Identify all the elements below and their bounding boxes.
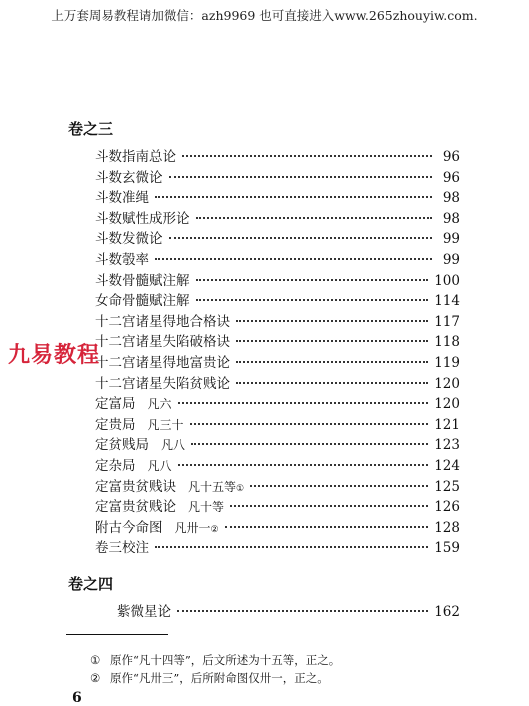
- toc-entry: [95, 227, 460, 247]
- toc-entry-title: 斗数指南总论: [95, 149, 176, 165]
- footnote-text: 原作“凡卅三”，后所附命图仅卅一，正之。: [110, 671, 329, 685]
- toc-entry-title: 定贫贱局: [95, 437, 149, 454]
- toc-entry-page: 124: [434, 458, 460, 474]
- toc-entry-title: 卷三校注: [95, 540, 149, 557]
- toc-entry-page: 125: [434, 478, 460, 495]
- footnote-text: 原作“凡十四等”，后文所述为十五等，正之。: [110, 653, 341, 667]
- dot-leader: [191, 443, 428, 445]
- dot-leader: [196, 217, 433, 219]
- toc-entry-title: 紫微星论: [117, 604, 171, 620]
- toc-entry-title: 定富局: [95, 396, 136, 413]
- toc-entry-page: 98: [442, 190, 460, 207]
- page-number: 6: [72, 690, 82, 706]
- toc-entry-page: 96: [442, 149, 460, 165]
- dot-leader: [236, 340, 428, 342]
- toc-entry-title: 附古今命图: [95, 519, 163, 536]
- toc-entry: [95, 248, 460, 268]
- section-title-vol4: 卷之四: [68, 575, 114, 593]
- toc-entry-page: 99: [442, 252, 460, 268]
- toc-entry-count: 凡三十: [147, 417, 184, 432]
- dot-leader: [236, 361, 428, 363]
- toc-entry-count: 凡八: [147, 459, 172, 473]
- toc-entry: [95, 372, 460, 392]
- toc-entry: [95, 413, 460, 433]
- dot-leader: [155, 196, 432, 198]
- toc-entry-title: 斗数骨髓赋注解: [95, 272, 190, 289]
- toc-entry-page: 121: [434, 416, 460, 433]
- toc-entry-page: 99: [442, 231, 460, 248]
- toc-entry-title: 斗数彀率: [95, 252, 149, 268]
- toc-entry-page: 100: [434, 272, 460, 289]
- footnote-divider: [66, 634, 168, 635]
- toc-entry-title: 斗数准绳: [95, 190, 149, 207]
- toc-entry-title: 定贵局: [95, 416, 136, 433]
- dot-leader: [236, 382, 428, 384]
- footnote-mark: ①: [90, 653, 101, 667]
- footnote-1: [90, 652, 340, 668]
- toc-entry: [95, 145, 460, 165]
- toc-entry-title: 定杂局: [95, 458, 136, 474]
- footnote-ref: ①: [236, 483, 245, 494]
- toc-entry-page: 118: [434, 334, 460, 351]
- toc-entry-title: 十二宫诸星得地合格诀: [95, 313, 230, 330]
- dot-leader: [225, 526, 429, 528]
- toc-entry-title: 十二宫诸星得地富贵论: [95, 355, 230, 371]
- toc-entry: [95, 269, 460, 289]
- dot-leader: [230, 505, 428, 507]
- footnote-2: [90, 670, 329, 686]
- toc-entry-count: 凡八: [161, 438, 186, 453]
- toc-entry-count: 凡六: [147, 397, 172, 412]
- section-title-vol3: 卷之三: [68, 120, 114, 138]
- toc-entry: [95, 475, 460, 495]
- toc-entry-page: 126: [434, 499, 460, 516]
- toc-entry: [95, 351, 460, 371]
- toc-entry-page: 123: [434, 437, 460, 454]
- watermark-logo: 九易教程: [8, 343, 101, 368]
- toc-entry-title: 十二宫诸星失陷破格诀: [95, 334, 230, 351]
- dot-leader: [182, 155, 432, 157]
- toc-entry-page: 114: [434, 293, 460, 310]
- toc-entry: [117, 600, 460, 620]
- footnote-ref: ②: [210, 524, 219, 535]
- toc-entry-page: 159: [434, 540, 460, 557]
- dot-leader: [190, 423, 429, 425]
- toc-entry: [95, 536, 460, 556]
- toc-entry: [95, 433, 460, 453]
- toc-entry-page: 162: [434, 604, 460, 620]
- toc-entry-count: 凡十等: [188, 500, 225, 515]
- toc-entry-page: 120: [434, 375, 460, 392]
- toc-entry-title: 定富贵贫贱诀: [95, 478, 176, 495]
- toc-entry: [95, 454, 460, 474]
- page-header-ad: 上万套周易教程请加微信：azh9969 也可直接进入www.265zhouyiw.com.: [51, 8, 478, 23]
- dot-leader: [169, 176, 433, 178]
- toc-entry-title: 斗数发微论: [95, 231, 163, 248]
- toc-entry: [95, 495, 460, 515]
- toc-entry: [95, 289, 460, 309]
- toc-entry-page: 119: [434, 355, 460, 371]
- toc-entry: [95, 166, 460, 186]
- toc-entry-page: 120: [434, 396, 460, 413]
- toc-entry-page: 96: [442, 169, 460, 186]
- footnote-mark: ②: [90, 671, 101, 685]
- toc-entry: [95, 392, 460, 412]
- dot-leader: [178, 464, 429, 466]
- dot-leader: [155, 546, 428, 548]
- dot-leader: [236, 320, 428, 322]
- toc-entry: [95, 310, 460, 330]
- toc-entry-page: 98: [442, 210, 460, 227]
- toc-entry: [95, 207, 460, 227]
- dot-leader: [250, 485, 428, 487]
- toc-entry-title: 定富贵贫贱论: [95, 499, 176, 516]
- toc-entry-count: 凡十五等: [188, 479, 237, 494]
- toc-entry: [95, 330, 460, 350]
- toc-entry: [95, 516, 460, 536]
- toc-entry-count: 凡卅一: [174, 520, 211, 535]
- dot-leader: [178, 402, 429, 404]
- toc-entry-title: 斗数玄微论: [95, 169, 163, 186]
- dot-leader: [196, 279, 429, 281]
- dot-leader: [196, 299, 429, 301]
- toc-entry-title: 女命骨髓赋注解: [95, 293, 190, 310]
- dot-leader: [169, 237, 433, 239]
- dot-leader: [177, 610, 428, 612]
- toc-entry: [95, 186, 460, 206]
- dot-leader: [155, 258, 432, 260]
- toc-entry-title: 斗数赋性成形论: [95, 210, 190, 227]
- toc-entry-page: 117: [434, 313, 460, 330]
- toc-entry-title: 十二宫诸星失陷贫贱论: [95, 375, 230, 392]
- toc-entry-page: 128: [434, 519, 460, 536]
